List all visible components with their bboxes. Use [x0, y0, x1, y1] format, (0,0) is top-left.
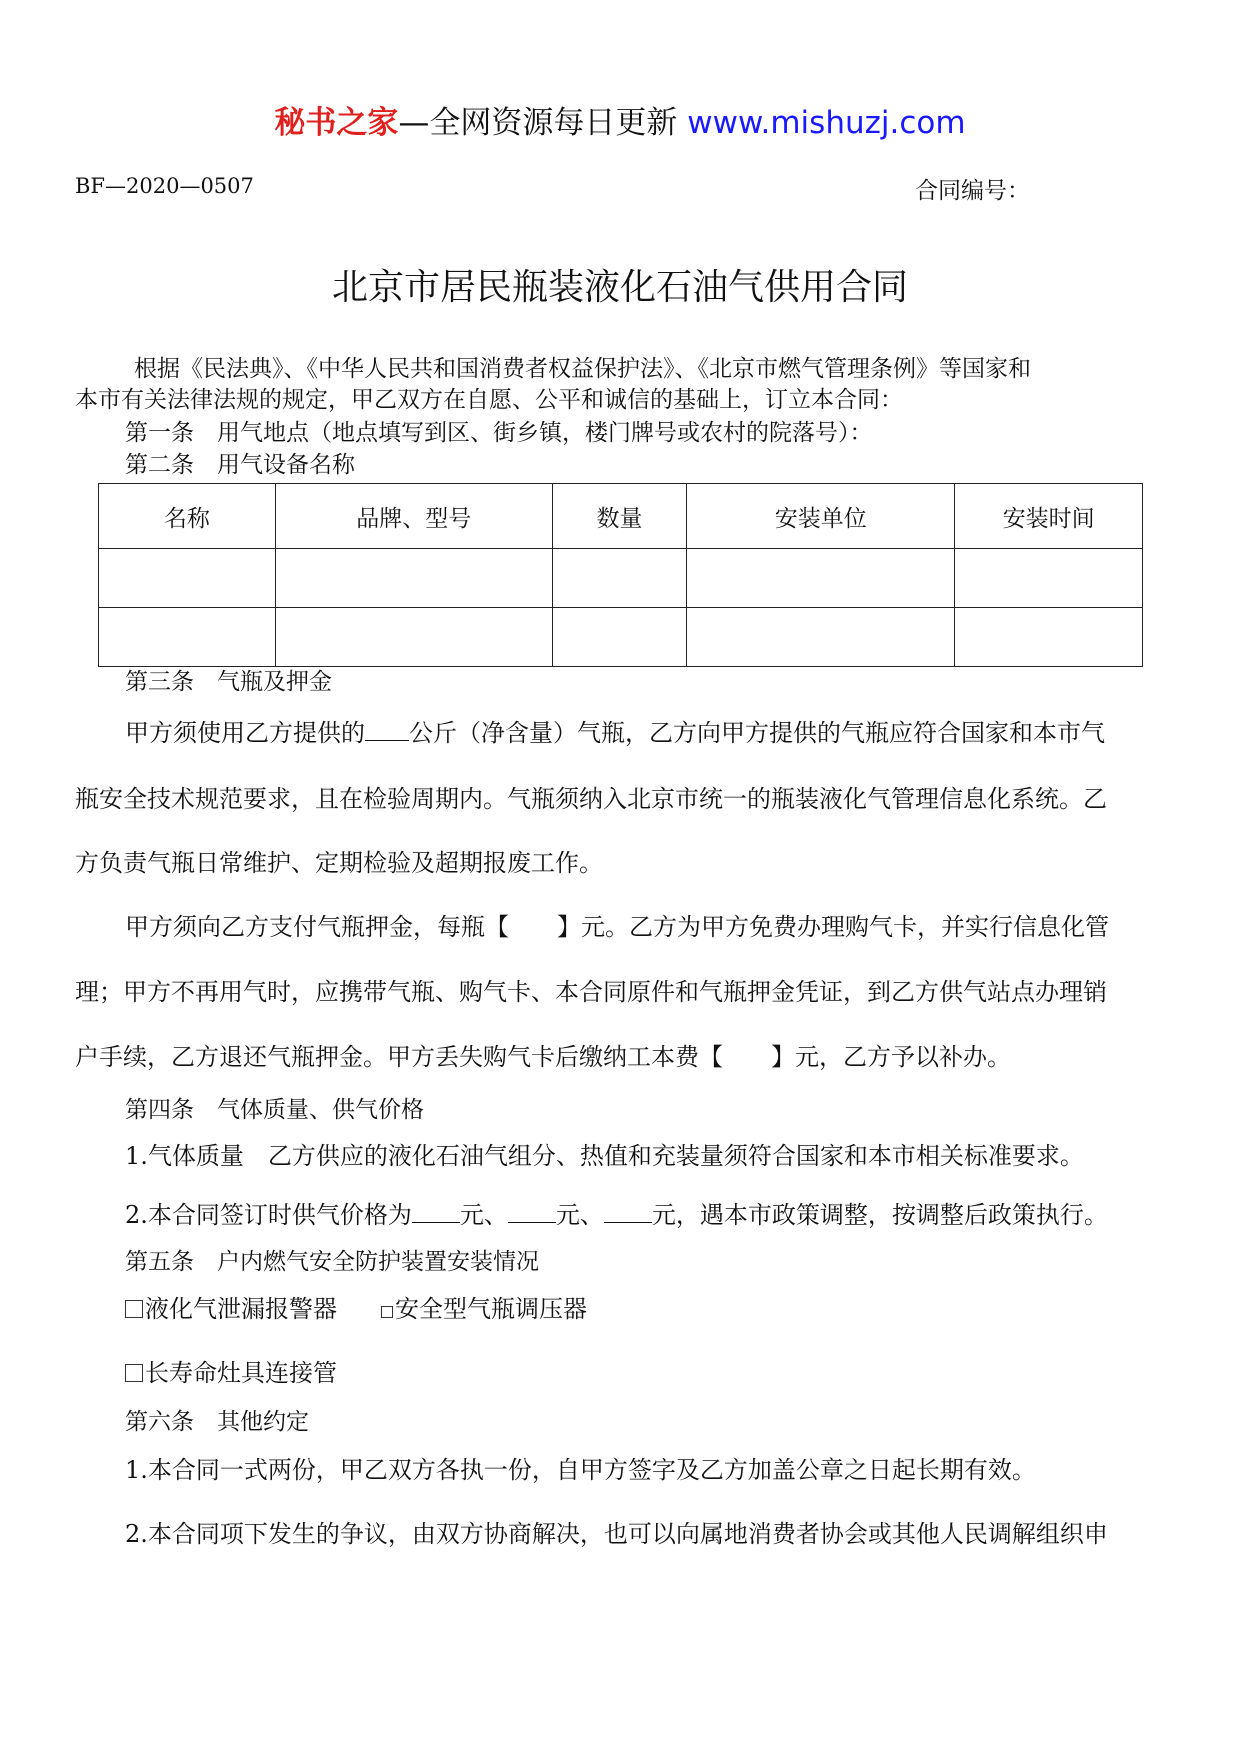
article-6-item-2	[125, 1519, 1108, 1549]
item-number: 2.	[125, 1520, 148, 1548]
site-slogan: —全网资源每日更新	[398, 105, 678, 141]
table-cell[interactable]	[99, 549, 276, 608]
article-5-option-3-row	[125, 1358, 337, 1388]
article-3-p1-line2: 瓶安全技术规范要求，且在检验周期内。气瓶须纳入北京市统一的瓶装液化气管理信息化系统。乙	[75, 785, 1107, 813]
site-url[interactable]: www.mishuzj.com	[687, 105, 966, 141]
article-4-item-2	[125, 1200, 1108, 1230]
article-4-item-1-text: 气体质量 乙方供应的液化石油气组分、热值和充装量须符合国家和本市相关标准要求。	[147, 1142, 1084, 1170]
article-4-heading: 第四条 气体质量、供气价格	[125, 1097, 424, 1123]
article-4-item-2-a: 本合同签订时供气价格为	[147, 1201, 412, 1229]
table-row	[99, 608, 1143, 667]
weight-blank[interactable]	[365, 718, 409, 741]
site-header	[0, 101, 1240, 145]
article-3-heading: 第三条 气瓶及押金	[125, 669, 332, 695]
table-header-installer: 安装单位	[687, 484, 955, 549]
table-cell[interactable]	[687, 608, 955, 667]
table-header-install-time: 安装时间	[955, 484, 1143, 549]
table-cell[interactable]	[275, 608, 552, 667]
price-blank-1[interactable]	[412, 1200, 460, 1223]
intro-line-2: 本市有关法律法规的规定，甲乙双方在自愿、公平和诚信的基础上，订立本合同：	[75, 387, 903, 413]
table-cell[interactable]	[275, 549, 552, 608]
article-3-p1-line3: 方负责气瓶日常维护、定期检验及超期报废工作。	[75, 849, 603, 877]
option-connector-hose: 长寿命灶具连接管	[145, 1359, 337, 1387]
table-header-row	[99, 484, 1143, 549]
checkbox[interactable]	[125, 1300, 143, 1318]
item-number: 1.	[125, 1142, 148, 1170]
table-cell[interactable]	[955, 549, 1143, 608]
item-number: 1.	[125, 1456, 148, 1484]
checkbox[interactable]	[125, 1364, 143, 1382]
table-header-brand-model: 品牌、型号	[275, 484, 552, 549]
article-6-item-1-text: 本合同一式两份，甲乙双方各执一份，自甲方签字及乙方加盖公章之日起长期有效。	[147, 1456, 1036, 1484]
article-3-p2-line1: 甲方须向乙方支付气瓶押金，每瓶【 】元。乙方为甲方免费办理购气卡，并实行信息化管	[125, 913, 1109, 941]
table-header-quantity: 数量	[552, 484, 687, 549]
brand-name: 秘书之家	[274, 105, 399, 141]
article-5-heading: 第五条 户内燃气安全防护装置安装情况	[125, 1249, 539, 1275]
option-leak-alarm: 液化气泄漏报警器	[145, 1295, 337, 1323]
intro-line-1: 根据《民法典》、《中华人民共和国消费者权益保护法》、《北京市燃气管理条例》等国家和	[134, 356, 1031, 382]
article-3-p1-line1	[125, 718, 1105, 748]
option-regulator: 安全型气瓶调压器	[395, 1295, 587, 1323]
article-3-p1-a: 甲方须使用乙方提供的	[125, 719, 365, 747]
article-6-item-2-text: 本合同项下发生的争议，由双方协商解决，也可以向属地消费者协会或其他人民调解组织申	[147, 1520, 1108, 1548]
article-4-item-1	[125, 1141, 1084, 1171]
article-6-heading: 第六条 其他约定	[125, 1409, 309, 1435]
article-1: 第一条 用气地点（地点填写到区、街乡镇，楼门牌号或农村的院落号）：	[125, 420, 873, 446]
article-2-heading: 第二条 用气设备名称	[125, 452, 355, 478]
price-blank-3[interactable]	[604, 1200, 652, 1223]
article-4-item-2-c: 元、	[555, 1201, 604, 1229]
table-cell[interactable]	[552, 549, 687, 608]
table-cell[interactable]	[99, 608, 276, 667]
contract-title: 北京市居民瓶装液化石油气供用合同	[331, 267, 908, 308]
table-header-name: 名称	[99, 484, 276, 549]
article-5-options-row	[125, 1294, 587, 1324]
table-cell[interactable]	[687, 549, 955, 608]
article-4-item-2-b: 元、	[459, 1201, 508, 1229]
checkbox[interactable]	[381, 1306, 393, 1318]
price-blank-2[interactable]	[508, 1200, 556, 1223]
item-number: 2.	[125, 1201, 148, 1229]
equipment-table	[98, 483, 1143, 667]
article-3-p1-b: 公斤（净含量）气瓶，乙方向甲方提供的气瓶应符合国家和本市气	[409, 719, 1105, 747]
article-3-p2-line3: 户手续，乙方退还气瓶押金。甲方丢失购气卡后缴纳工本费【 】元，乙方予以补办。	[75, 1043, 1011, 1071]
document-number: BF—2020—0507	[75, 174, 254, 198]
table-cell[interactable]	[955, 608, 1143, 667]
table-cell[interactable]	[552, 608, 687, 667]
article-6-item-1	[125, 1455, 1036, 1485]
table-row	[99, 549, 1143, 608]
article-3-p2-line2: 理；甲方不再用气时，应携带气瓶、购气卡、本合同原件和气瓶押金凭证，到乙方供气站点办理销	[75, 978, 1107, 1006]
article-4-item-2-d: 元，遇本市政策调整，按调整后政策执行。	[651, 1201, 1108, 1229]
contract-number-label: 合同编号：	[915, 178, 1030, 204]
